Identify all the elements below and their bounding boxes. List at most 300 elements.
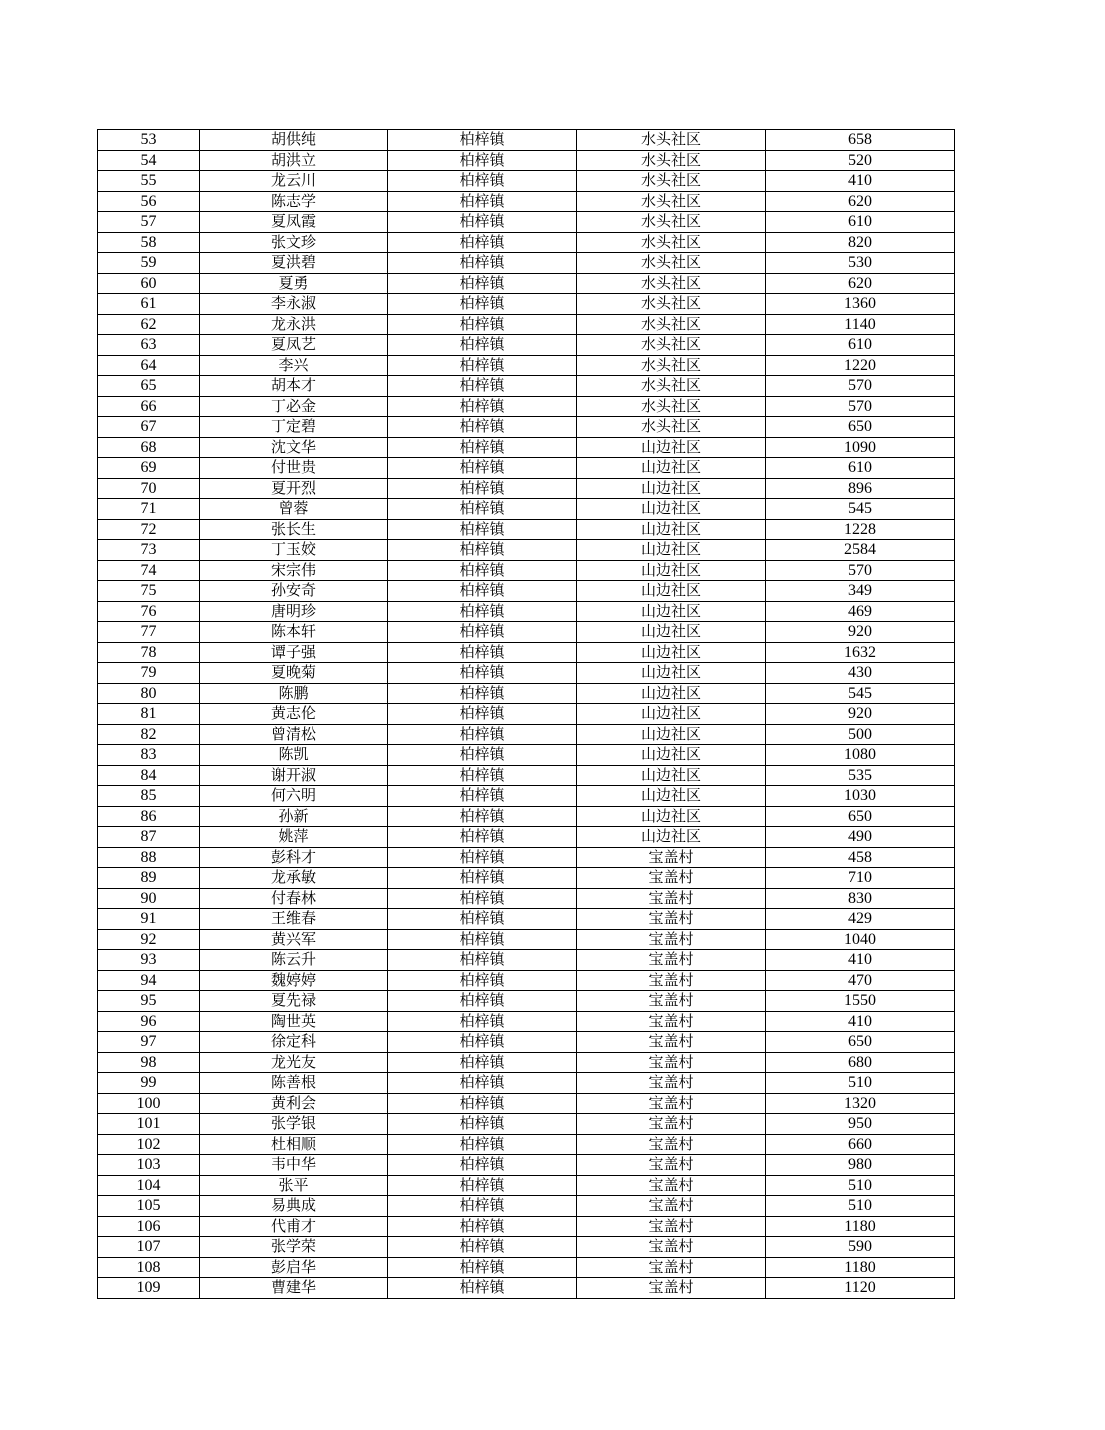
row-number-cell: 102 <box>98 1134 200 1155</box>
table-row <box>98 171 955 192</box>
table-row <box>98 1237 955 1258</box>
table-row <box>98 314 955 335</box>
name-cell: 丁定碧 <box>200 417 388 438</box>
name-cell: 孙安奇 <box>200 581 388 602</box>
town-cell: 柏梓镇 <box>388 1114 577 1135</box>
town-cell: 柏梓镇 <box>388 171 577 192</box>
row-number-cell: 87 <box>98 827 200 848</box>
town-cell: 柏梓镇 <box>388 1196 577 1217</box>
name-cell: 付春林 <box>200 888 388 909</box>
table-row <box>98 191 955 212</box>
name-cell: 魏婷婷 <box>200 970 388 991</box>
table-row <box>98 458 955 479</box>
name-cell: 沈文华 <box>200 437 388 458</box>
table-row <box>98 355 955 376</box>
table-row <box>98 376 955 397</box>
town-cell: 柏梓镇 <box>388 847 577 868</box>
village-cell: 山边社区 <box>577 765 766 786</box>
village-cell: 宝盖村 <box>577 1155 766 1176</box>
table-row <box>98 130 955 151</box>
name-cell: 夏勇 <box>200 273 388 294</box>
row-number-cell: 97 <box>98 1032 200 1053</box>
table-row <box>98 868 955 889</box>
name-cell: 陈云升 <box>200 950 388 971</box>
table-row <box>98 786 955 807</box>
name-cell: 夏晚菊 <box>200 663 388 684</box>
amount-cell: 650 <box>766 1032 955 1053</box>
town-cell: 柏梓镇 <box>388 622 577 643</box>
amount-cell: 530 <box>766 253 955 274</box>
village-cell: 山边社区 <box>577 540 766 561</box>
table-row <box>98 1175 955 1196</box>
name-cell: 张长生 <box>200 519 388 540</box>
town-cell: 柏梓镇 <box>388 1155 577 1176</box>
amount-cell: 1080 <box>766 745 955 766</box>
town-cell: 柏梓镇 <box>388 1134 577 1155</box>
town-cell: 柏梓镇 <box>388 909 577 930</box>
row-number-cell: 64 <box>98 355 200 376</box>
village-cell: 水头社区 <box>577 376 766 397</box>
table-row <box>98 991 955 1012</box>
amount-cell: 1220 <box>766 355 955 376</box>
name-cell: 胡本才 <box>200 376 388 397</box>
village-cell: 水头社区 <box>577 273 766 294</box>
village-cell: 宝盖村 <box>577 929 766 950</box>
village-cell: 宝盖村 <box>577 1257 766 1278</box>
table-row <box>98 581 955 602</box>
village-cell: 宝盖村 <box>577 991 766 1012</box>
name-cell: 夏先禄 <box>200 991 388 1012</box>
town-cell: 柏梓镇 <box>388 745 577 766</box>
table-row <box>98 1134 955 1155</box>
amount-cell: 590 <box>766 1237 955 1258</box>
town-cell: 柏梓镇 <box>388 376 577 397</box>
town-cell: 柏梓镇 <box>388 663 577 684</box>
amount-cell: 570 <box>766 560 955 581</box>
row-number-cell: 79 <box>98 663 200 684</box>
name-cell: 陈本轩 <box>200 622 388 643</box>
table-row <box>98 1011 955 1032</box>
table-row <box>98 622 955 643</box>
town-cell: 柏梓镇 <box>388 1093 577 1114</box>
table-row <box>98 888 955 909</box>
name-cell: 黄利会 <box>200 1093 388 1114</box>
amount-cell: 490 <box>766 827 955 848</box>
row-number-cell: 61 <box>98 294 200 315</box>
row-number-cell: 74 <box>98 560 200 581</box>
village-cell: 山边社区 <box>577 499 766 520</box>
village-cell: 水头社区 <box>577 171 766 192</box>
row-number-cell: 78 <box>98 642 200 663</box>
row-number-cell: 62 <box>98 314 200 335</box>
amount-cell: 458 <box>766 847 955 868</box>
town-cell: 柏梓镇 <box>388 191 577 212</box>
amount-cell: 1550 <box>766 991 955 1012</box>
town-cell: 柏梓镇 <box>388 1052 577 1073</box>
row-number-cell: 75 <box>98 581 200 602</box>
village-cell: 宝盖村 <box>577 1011 766 1032</box>
amount-cell: 710 <box>766 868 955 889</box>
table-row <box>98 929 955 950</box>
town-cell: 柏梓镇 <box>388 929 577 950</box>
amount-cell: 1030 <box>766 786 955 807</box>
row-number-cell: 68 <box>98 437 200 458</box>
amount-cell: 429 <box>766 909 955 930</box>
name-cell: 陶世英 <box>200 1011 388 1032</box>
row-number-cell: 108 <box>98 1257 200 1278</box>
village-cell: 宝盖村 <box>577 1196 766 1217</box>
town-cell: 柏梓镇 <box>388 868 577 889</box>
name-cell: 陈凯 <box>200 745 388 766</box>
row-number-cell: 93 <box>98 950 200 971</box>
town-cell: 柏梓镇 <box>388 253 577 274</box>
name-cell: 李兴 <box>200 355 388 376</box>
town-cell: 柏梓镇 <box>388 601 577 622</box>
amount-cell: 510 <box>766 1175 955 1196</box>
village-cell: 水头社区 <box>577 130 766 151</box>
name-cell: 丁玉姣 <box>200 540 388 561</box>
town-cell: 柏梓镇 <box>388 273 577 294</box>
village-cell: 水头社区 <box>577 253 766 274</box>
row-number-cell: 106 <box>98 1216 200 1237</box>
row-number-cell: 105 <box>98 1196 200 1217</box>
village-cell: 水头社区 <box>577 191 766 212</box>
amount-cell: 620 <box>766 191 955 212</box>
row-number-cell: 81 <box>98 704 200 725</box>
table-row <box>98 642 955 663</box>
amount-cell: 470 <box>766 970 955 991</box>
amount-cell: 1090 <box>766 437 955 458</box>
table-row <box>98 1093 955 1114</box>
amount-cell: 520 <box>766 150 955 171</box>
name-cell: 夏开烈 <box>200 478 388 499</box>
amount-cell: 920 <box>766 704 955 725</box>
town-cell: 柏梓镇 <box>388 970 577 991</box>
row-number-cell: 67 <box>98 417 200 438</box>
table-row <box>98 1155 955 1176</box>
name-cell: 易典成 <box>200 1196 388 1217</box>
name-cell: 张平 <box>200 1175 388 1196</box>
name-cell: 李永淑 <box>200 294 388 315</box>
village-cell: 山边社区 <box>577 724 766 745</box>
village-cell: 宝盖村 <box>577 950 766 971</box>
village-cell: 山边社区 <box>577 458 766 479</box>
name-cell: 陈善根 <box>200 1073 388 1094</box>
village-cell: 宝盖村 <box>577 888 766 909</box>
amount-cell: 680 <box>766 1052 955 1073</box>
row-number-cell: 92 <box>98 929 200 950</box>
town-cell: 柏梓镇 <box>388 683 577 704</box>
row-number-cell: 77 <box>98 622 200 643</box>
village-cell: 水头社区 <box>577 150 766 171</box>
row-number-cell: 100 <box>98 1093 200 1114</box>
amount-cell: 1040 <box>766 929 955 950</box>
table-row <box>98 745 955 766</box>
town-cell: 柏梓镇 <box>388 642 577 663</box>
amount-cell: 469 <box>766 601 955 622</box>
village-cell: 宝盖村 <box>577 1175 766 1196</box>
row-number-cell: 72 <box>98 519 200 540</box>
village-cell: 宝盖村 <box>577 1073 766 1094</box>
amount-cell: 570 <box>766 396 955 417</box>
village-cell: 宝盖村 <box>577 1052 766 1073</box>
table-row <box>98 847 955 868</box>
village-cell: 宝盖村 <box>577 1114 766 1135</box>
town-cell: 柏梓镇 <box>388 991 577 1012</box>
town-cell: 柏梓镇 <box>388 130 577 151</box>
table-row <box>98 909 955 930</box>
village-cell: 宝盖村 <box>577 1134 766 1155</box>
row-number-cell: 71 <box>98 499 200 520</box>
town-cell: 柏梓镇 <box>388 888 577 909</box>
row-number-cell: 89 <box>98 868 200 889</box>
amount-cell: 1140 <box>766 314 955 335</box>
name-cell: 曹建华 <box>200 1278 388 1299</box>
table-row <box>98 1052 955 1073</box>
village-cell: 山边社区 <box>577 745 766 766</box>
table-row <box>98 294 955 315</box>
amount-cell: 410 <box>766 171 955 192</box>
row-number-cell: 85 <box>98 786 200 807</box>
town-cell: 柏梓镇 <box>388 314 577 335</box>
village-cell: 山边社区 <box>577 786 766 807</box>
row-number-cell: 65 <box>98 376 200 397</box>
village-cell: 水头社区 <box>577 355 766 376</box>
data-table <box>97 129 955 1299</box>
table-row <box>98 806 955 827</box>
row-number-cell: 66 <box>98 396 200 417</box>
amount-cell: 980 <box>766 1155 955 1176</box>
name-cell: 龙承敏 <box>200 868 388 889</box>
row-number-cell: 90 <box>98 888 200 909</box>
name-cell: 陈鹏 <box>200 683 388 704</box>
amount-cell: 535 <box>766 765 955 786</box>
amount-cell: 1320 <box>766 1093 955 1114</box>
village-cell: 山边社区 <box>577 581 766 602</box>
name-cell: 杜相顺 <box>200 1134 388 1155</box>
town-cell: 柏梓镇 <box>388 437 577 458</box>
name-cell: 唐明珍 <box>200 601 388 622</box>
table-row <box>98 519 955 540</box>
amount-cell: 570 <box>766 376 955 397</box>
town-cell: 柏梓镇 <box>388 1278 577 1299</box>
table-row <box>98 1032 955 1053</box>
village-cell: 山边社区 <box>577 806 766 827</box>
village-cell: 宝盖村 <box>577 847 766 868</box>
table-row <box>98 499 955 520</box>
amount-cell: 1228 <box>766 519 955 540</box>
row-number-cell: 96 <box>98 1011 200 1032</box>
table-row <box>98 970 955 991</box>
row-number-cell: 98 <box>98 1052 200 1073</box>
amount-cell: 510 <box>766 1073 955 1094</box>
amount-cell: 410 <box>766 950 955 971</box>
town-cell: 柏梓镇 <box>388 458 577 479</box>
name-cell: 谭子强 <box>200 642 388 663</box>
town-cell: 柏梓镇 <box>388 950 577 971</box>
village-cell: 山边社区 <box>577 519 766 540</box>
amount-cell: 1120 <box>766 1278 955 1299</box>
row-number-cell: 104 <box>98 1175 200 1196</box>
amount-cell: 1632 <box>766 642 955 663</box>
row-number-cell: 58 <box>98 232 200 253</box>
name-cell: 彭启华 <box>200 1257 388 1278</box>
row-number-cell: 57 <box>98 212 200 233</box>
name-cell: 韦中华 <box>200 1155 388 1176</box>
amount-cell: 1180 <box>766 1216 955 1237</box>
town-cell: 柏梓镇 <box>388 540 577 561</box>
row-number-cell: 80 <box>98 683 200 704</box>
amount-cell: 896 <box>766 478 955 499</box>
village-cell: 山边社区 <box>577 827 766 848</box>
table-row <box>98 478 955 499</box>
town-cell: 柏梓镇 <box>388 294 577 315</box>
table-row <box>98 253 955 274</box>
village-cell: 山边社区 <box>577 478 766 499</box>
village-cell: 山边社区 <box>577 663 766 684</box>
table-row <box>98 437 955 458</box>
amount-cell: 950 <box>766 1114 955 1135</box>
name-cell: 夏凤艺 <box>200 335 388 356</box>
name-cell: 何六明 <box>200 786 388 807</box>
name-cell: 姚萍 <box>200 827 388 848</box>
table-row <box>98 396 955 417</box>
table-row <box>98 417 955 438</box>
name-cell: 胡供纯 <box>200 130 388 151</box>
name-cell: 孙新 <box>200 806 388 827</box>
village-cell: 宝盖村 <box>577 909 766 930</box>
amount-cell: 650 <box>766 417 955 438</box>
amount-cell: 1180 <box>766 1257 955 1278</box>
name-cell: 夏凤霞 <box>200 212 388 233</box>
village-cell: 山边社区 <box>577 601 766 622</box>
amount-cell: 500 <box>766 724 955 745</box>
amount-cell: 410 <box>766 1011 955 1032</box>
village-cell: 水头社区 <box>577 335 766 356</box>
row-number-cell: 101 <box>98 1114 200 1135</box>
name-cell: 张学荣 <box>200 1237 388 1258</box>
town-cell: 柏梓镇 <box>388 499 577 520</box>
name-cell: 王维春 <box>200 909 388 930</box>
amount-cell: 610 <box>766 212 955 233</box>
name-cell: 曾清松 <box>200 724 388 745</box>
amount-cell: 545 <box>766 499 955 520</box>
village-cell: 山边社区 <box>577 704 766 725</box>
village-cell: 山边社区 <box>577 622 766 643</box>
table-row <box>98 704 955 725</box>
village-cell: 水头社区 <box>577 294 766 315</box>
row-number-cell: 84 <box>98 765 200 786</box>
town-cell: 柏梓镇 <box>388 478 577 499</box>
row-number-cell: 95 <box>98 991 200 1012</box>
table-row <box>98 560 955 581</box>
name-cell: 夏洪碧 <box>200 253 388 274</box>
row-number-cell: 55 <box>98 171 200 192</box>
name-cell: 陈志学 <box>200 191 388 212</box>
name-cell: 代甫才 <box>200 1216 388 1237</box>
town-cell: 柏梓镇 <box>388 806 577 827</box>
village-cell: 宝盖村 <box>577 1093 766 1114</box>
table-row <box>98 827 955 848</box>
town-cell: 柏梓镇 <box>388 396 577 417</box>
amount-cell: 660 <box>766 1134 955 1155</box>
amount-cell: 820 <box>766 232 955 253</box>
table-row <box>98 1073 955 1094</box>
row-number-cell: 107 <box>98 1237 200 1258</box>
row-number-cell: 99 <box>98 1073 200 1094</box>
table-row <box>98 273 955 294</box>
village-cell: 山边社区 <box>577 642 766 663</box>
row-number-cell: 76 <box>98 601 200 622</box>
name-cell: 黄志伦 <box>200 704 388 725</box>
amount-cell: 430 <box>766 663 955 684</box>
amount-cell: 658 <box>766 130 955 151</box>
row-number-cell: 82 <box>98 724 200 745</box>
table-row <box>98 950 955 971</box>
table-row <box>98 765 955 786</box>
town-cell: 柏梓镇 <box>388 1175 577 1196</box>
table-row <box>98 212 955 233</box>
town-cell: 柏梓镇 <box>388 212 577 233</box>
table-row <box>98 1278 955 1299</box>
village-cell: 宝盖村 <box>577 1216 766 1237</box>
table-row <box>98 724 955 745</box>
name-cell: 谢开淑 <box>200 765 388 786</box>
town-cell: 柏梓镇 <box>388 335 577 356</box>
village-cell: 宝盖村 <box>577 1278 766 1299</box>
amount-cell: 830 <box>766 888 955 909</box>
row-number-cell: 60 <box>98 273 200 294</box>
table-row <box>98 1216 955 1237</box>
row-number-cell: 56 <box>98 191 200 212</box>
amount-cell: 510 <box>766 1196 955 1217</box>
name-cell: 张文珍 <box>200 232 388 253</box>
village-cell: 宝盖村 <box>577 868 766 889</box>
name-cell: 胡洪立 <box>200 150 388 171</box>
name-cell: 黄兴军 <box>200 929 388 950</box>
row-number-cell: 69 <box>98 458 200 479</box>
table-row <box>98 601 955 622</box>
table-row <box>98 540 955 561</box>
town-cell: 柏梓镇 <box>388 827 577 848</box>
town-cell: 柏梓镇 <box>388 1216 577 1237</box>
town-cell: 柏梓镇 <box>388 355 577 376</box>
row-number-cell: 94 <box>98 970 200 991</box>
amount-cell: 545 <box>766 683 955 704</box>
name-cell: 曾蓉 <box>200 499 388 520</box>
row-number-cell: 109 <box>98 1278 200 1299</box>
town-cell: 柏梓镇 <box>388 150 577 171</box>
town-cell: 柏梓镇 <box>388 232 577 253</box>
row-number-cell: 91 <box>98 909 200 930</box>
name-cell: 龙光友 <box>200 1052 388 1073</box>
town-cell: 柏梓镇 <box>388 1237 577 1258</box>
town-cell: 柏梓镇 <box>388 581 577 602</box>
name-cell: 龙永洪 <box>200 314 388 335</box>
table-row <box>98 663 955 684</box>
village-cell: 宝盖村 <box>577 1032 766 1053</box>
row-number-cell: 70 <box>98 478 200 499</box>
amount-cell: 610 <box>766 458 955 479</box>
table-row <box>98 1196 955 1217</box>
town-cell: 柏梓镇 <box>388 1257 577 1278</box>
town-cell: 柏梓镇 <box>388 786 577 807</box>
table-row <box>98 1114 955 1135</box>
row-number-cell: 73 <box>98 540 200 561</box>
name-cell: 龙云川 <box>200 171 388 192</box>
town-cell: 柏梓镇 <box>388 724 577 745</box>
row-number-cell: 88 <box>98 847 200 868</box>
